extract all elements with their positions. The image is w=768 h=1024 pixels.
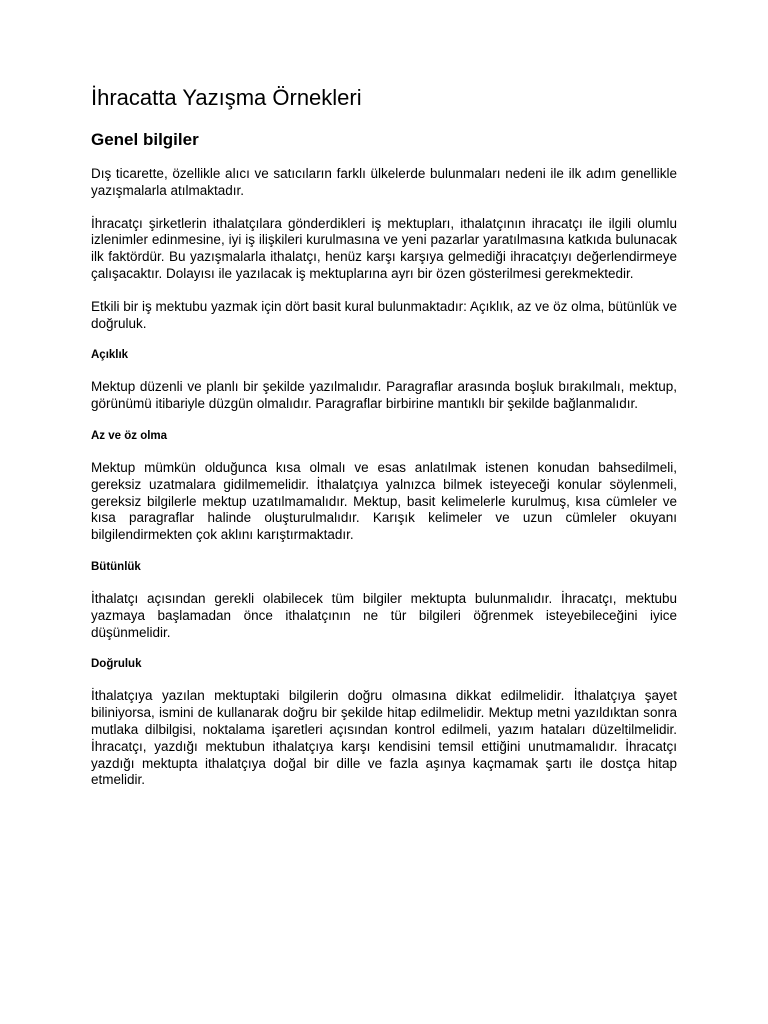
rule-heading-aciklik: Açıklık bbox=[91, 349, 129, 362]
intro-paragraph-1: Dış ticarette, özellikle alıcı ve satıcıların farklı ülkelerde bulunmaları nedeni ile ilk adım genellikle yazışmalarla atılmaktadır. bbox=[91, 166, 677, 198]
rule-text-dogruluk: İthalatçıya yazılan mektuptaki bilgilerin doğru olmasına dikkat edilmelidir. İthalatçıya şayet biliniyorsa, ismini de kullanarak doğru bir şekilde hitap edilmelidir. Mektup metni yazıldıktan sonra mutlaka dilbilgisi, noktalama işaretleri açısından kontrol edilmeli, yazım hataları düzeltilmelidir. İhracatçı, yazdığı mektubun ithalatçıya karşı kendisini temsil ettiğini unutmamalıdır. İhracatçı yazdığı mektupta ithalatçıya doğal bir dille ve fazla aşınya kaçmamak şartı ile dostça hitap etmelidir. bbox=[91, 688, 677, 788]
document-title: İhracatta Yazışma Örnekleri bbox=[91, 85, 362, 110]
rule-text-az-ve-oz: Mektup mümkün olduğunca kısa olmalı ve esas anlatılmak istenen konudan bahsedilmeli, gereksiz uzatmalara gidilmemelidir. İthalatçıya yalnızca bilmek isteyeceği konular söylenmeli, gereksiz bilgilerle mektup uzatılmamalıdır. Mektup, basit kelimelerle kurulmuş, kısa cümleler ve kısa paragraflar halinde oluşturulmalıdır. Karışık kelimeler ve uzun cümleler okuyanı bilgilendirmekten çok aklını karıştırmaktadır. bbox=[91, 459, 677, 543]
rule-heading-az-ve-oz: Az ve öz olma bbox=[91, 429, 168, 442]
intro-paragraph-2: İhracatçı şirketlerin ithalatçılara gönderdikleri iş mektupları, ithalatçının ihracatçı ile ilgili olumlu izlenimler edinmesine, iyi iş ilişkileri kurulmasına ve yeni pazarlar yaratılmasına katkıda bulunacak ilk faktördür. Bu yazışmalarla ithalatçı, henüz karşı karşıya gelmediği ihracatçıyı değerlendirmeye çalışacaktır. Dolayısı ile yazılacak iş mektuplarına ayrı bir özen gösterilmesi gerekmektedir. bbox=[91, 215, 677, 281]
rule-text-butunluk: İthalatçı açısından gerekli olabilecek tüm bilgiler mektupta bulunmalıdır. İhracatçı, mektubu yazmaya başlamadan önce ithalatçının ne tür bilgileri öğrenmek isteyebileceğini iyice düşünmelidir. bbox=[91, 590, 677, 640]
section-heading: Genel bilgiler bbox=[91, 130, 199, 149]
intro-paragraph-3: Etkili bir iş mektubu yazmak için dört basit kural bulunmaktadır: Açıklık, az ve öz olma, bütünlük ve doğruluk. bbox=[91, 298, 677, 331]
rule-text-aciklik: Mektup düzenli ve planlı bir şekilde yazılmalıdır. Paragraflar arasında boşluk bırakılmalı, mektup, görünümü itibariyle düzgün olmalıdır. Paragraflar birbirine mantıklı bir şekilde bağlanmalıdır. bbox=[91, 379, 677, 412]
rule-heading-butunluk: Bütünlük bbox=[91, 560, 141, 573]
rule-heading-dogruluk: Doğruluk bbox=[91, 658, 142, 671]
